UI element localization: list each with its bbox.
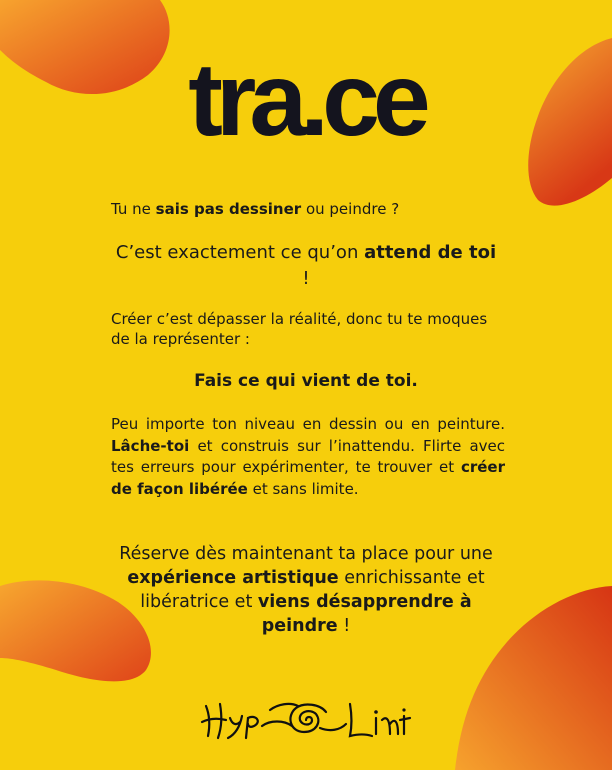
create-paragraph: Créer c’est dépasser la réalité, donc tu te moques de la représenter :: [111, 310, 488, 348]
motto: Fais ce qui vient de toi.: [194, 371, 418, 391]
call-to-action: Réserve dès maintenant ta place pour une expérience artistique enrichissante et libératrice et viens désapprendre à peindre !: [119, 544, 493, 636]
trace-logo: tra.ce: [188, 42, 424, 158]
hypnolimit-signature-logo: [200, 696, 412, 742]
intro-question: Tu ne sais pas dessiner ou peindre ?: [111, 200, 400, 218]
body-paragraph: Peu importe ton niveau en dessin ou en peinture. Lâche-toi et construis sur l’inattendu. Flirte avec tes erreurs pour expérimenter, te trouver et créer de façon libérée et sans limite.: [111, 415, 505, 498]
expectation-line: C’est exactement ce qu’on attend de toi !: [115, 242, 497, 289]
